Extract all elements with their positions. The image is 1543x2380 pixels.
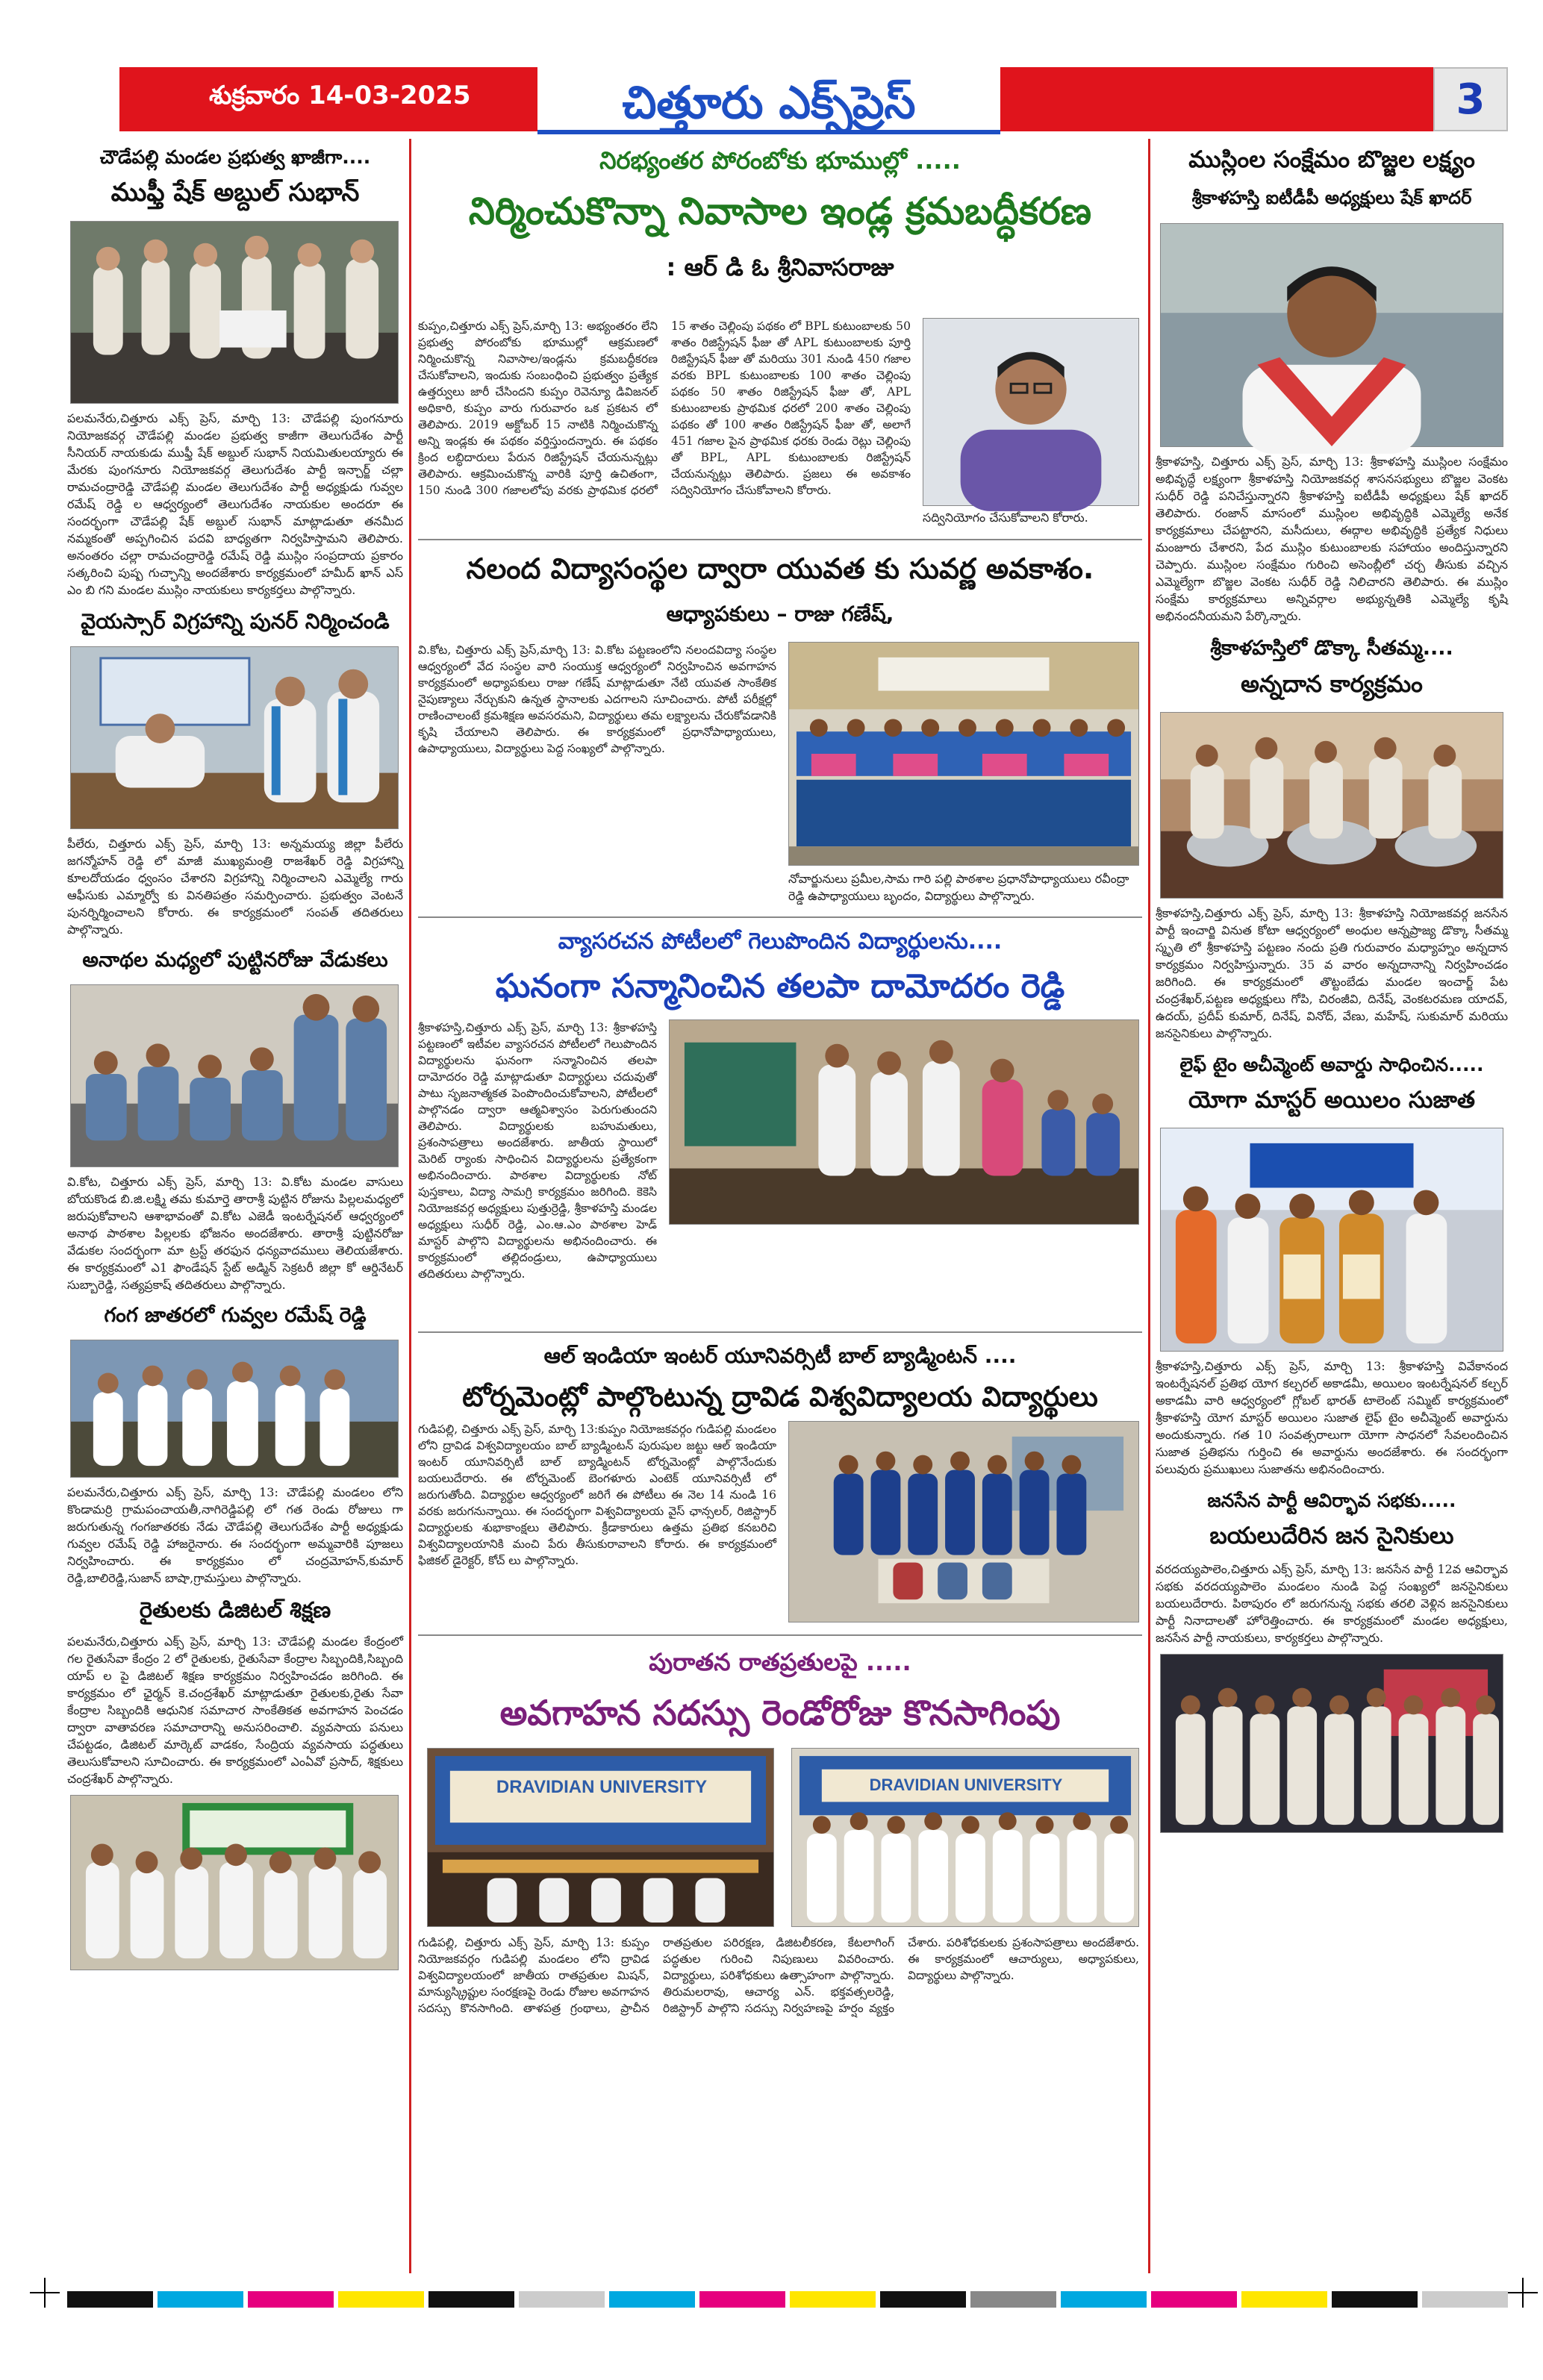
- registration-swatch: [1422, 2291, 1508, 2308]
- story-body: గుడిపల్లి, చిత్తూరు ఎక్స్ ప్రెస్, మార్చి 13:కుప్పం నియోజకవర్గం గుడిపల్లి మండలం లోని ద్రావిడ విశ్వవిద్యాలయం బాల్ బ్యాడ్మింటన్ పురుషుల జట్టు ఆల్ ఇండియా ఇంటర్ యూనివర్సిటీ బాల్ బ్యాడ్మింటన్ టోర్నమెంట్లో పాల్గొనేందుకు బయలుదేరారు. ఈ టోర్నమెంట్ బెంగళూరు ఎంటెక్ యూనివర్సిటీ లో జరుగుతోంది. విద్యార్థుల ఆధ్వర్యంలో జరిగే ఈ పోటీలు ఈ నెల 14 నుండి 16 వరకు జరుగనున్నాయి. ఈ సందర్భంగా విశ్వవిద్యాలయ వైస్ ఛాన్సలర్, రిజిస్ట్రార్ విద్యార్థులకు శుభాకాంక్షలు తెలిపారు. క్రీడాకారులు ఉత్తమ ప్రతిభ కనబరిచి విశ్వవిద్యాలయానికి మంచి పేరు తీసుకురావాలని కోరారు. ఈ కార్యక్రమంలో ఫిజికల్ డైరెక్టర్, కోచ్ లు పాల్గొన్నారు.: [418, 1422, 776, 1567]
- registration-swatch: [790, 2291, 876, 2308]
- story-headline: నలంద విద్యాసంస్థల ద్వారా యువత కు సువర్ణ అవకాశం.: [466, 552, 1094, 585]
- registration-swatch: [67, 2291, 153, 2308]
- photo-rdo-portrait: [923, 318, 1139, 506]
- article-body: శ్రీకాళహస్తి,చిత్తూరు ఎక్స్ ప్రెస్, మార్చి 13: శ్రీకాళహస్తి నియోజకవర్గ జనసేన పార్టీ ఇంచార్జి వినుత కోటా ఆధ్వర్యంలో అంధుల ఆన్నప్రాజ్య డొక్కా సీతమ్మ స్మృతి లో శ్రీకాళహస్తి పట్టణం నందు ప్రతి గురువారం మధ్యాహ్నం అన్నదాన కార్యక్రమం నిర్వహిస్తున్నారు. 35 వ వారం అన్నదానాన్ని నిర్వహించడం జరిగింది. ఈ కార్యక్రమంలో తొట్టంబేడు మండల ఇంచార్జ్ పేట చంద్రశేఖర్,పట్టణ అధ్యక్షులు గోపి, చిరంజీవి, దినేష్, వెంకటరమణ యాదవ్, ఉదయ్, ప్రదీప్ కుమార్, దినేష్, వినోద్, వేణు, మహేష్, సుకుమార్ మరియు జనసైనికులు పాల్గొన్నారు.: [1156, 906, 1508, 1040]
- photo-seminar-participants: [791, 1748, 1139, 1927]
- article-yoga-award: [1156, 1054, 1508, 1478]
- story-land-regularisation: [418, 146, 1142, 534]
- article-subhead: శ్రీకాళహస్తి ఐటీడీపీ అధ్యక్షులు షేక్ ఖాదర్: [1191, 187, 1472, 208]
- article-body: పలమనేరు,చిత్తూరు ఎక్స్ ప్రెస్, మార్చి 13: చౌడేపల్లి మండలం లోని కొండామర్రి గ్రామపంచాయతీ,నాగిరెడ్డిపల్లి లో గత రెండు రోజులు గా జరుగుతున్న గంగజాతరకు నేడు చౌడేపల్లి తెలుగుదేశం పార్టీ అధ్యక్షుడు గువ్వల రమేష్ రెడ్డి హాజరైనారు. ఈ సందర్భంగా అమ్మవారికి పూజలు నిర్వహించారు. ఈ కార్యక్రమం లో చంద్రమోహన్,కుమార్ రెడ్డి,బాలిరెడ్డి,సుజాన్ బాషా,గ్రామస్తులు పాల్గొన్నారు.: [67, 1485, 403, 1585]
- article-headline: బయలుదేరిన జన సైనికులు: [1209, 1522, 1454, 1549]
- story-body-wrap: [418, 1019, 657, 1281]
- registration-crosshair-left: [30, 2278, 60, 2308]
- story-kicker: వ్యాసరచన పోటీలలో గెలుపొందిన విద్యార్థులను....: [558, 928, 1003, 955]
- registration-swatch: [1332, 2291, 1418, 2308]
- story-kicker: ఆల్ ఇండియా ఇంటర్ యూనివర్సిటీ బాల్ బ్యాడ్మింటన్ ....: [543, 1343, 1017, 1368]
- article-body: పీలేరు, చిత్తూరు ఎక్స్ ప్రెస్, మార్చి 13: అన్నమయ్య జిల్లా పీలేరు జగన్మోహన్ రెడ్డి లో మాజీ ముఖ్యమంత్రి రాజశేఖర్ రెడ్డి విగ్రహాన్ని కూలదోయడం ధ్వంసం చేశారని విగ్రహాన్ని నిర్మించాలని ఎమ్మెల్యే గారు ఆఫీసుకు ఎమ్మార్వో కు వినతిపత్రం సమర్పించారు. ప్రభుత్వం వెంటనే పునర్నిర్మించాలని కోరారు. ఈ కార్యక్రమంలో సంపత్ తదితరులు పాల్గొన్నారు.: [67, 837, 403, 937]
- story-body: గుడిపల్లి, చిత్తూరు ఎక్స్ ప్రెస్, మార్చి 13: కుప్పం నియోజకవర్గం గుడిపల్లి మండలం లోని ద్రావిడ విశ్వవిద్యాలయంలో జాతీయ రాతప్రతుల మిషన్, మాన్యుస్క్రిప్టుల సంరక్షణపై రెండు రోజుల అవగాహన సదస్సు కొనసాగింది. తాళపత్ర గ్రంథాలు, ప్రాచీన రాతప్రతుల పరిరక్షణ, డిజిటలీకరణ, కేటలాగింగ్ పద్ధతుల గురించి నిపుణులు వివరించారు. విద్యార్థులు, పరిశోధకులు ఉత్సాహంగా పాల్గొన్నారు. తిరుమలరావు, ఆచార్య ఎన్. భక్తవత్సలరెడ్డి, రిజిస్ట్రార్ పాల్గొని సదస్సు నిర్వహణపై హర్షం వ్యక్తం చేశారు. పరిశోధకులకు ప్రశంసాపత్రాలు అందజేశారు. ఈ కార్యక్రమంలో ఆచార్యులు, అధ్యాపకులు, విద్యార్థులు పాల్గొన్నారు.: [418, 1936, 1139, 2015]
- center-column: [418, 143, 1142, 2120]
- photo-janasena-workers: [1160, 1654, 1503, 1833]
- story-byline: : ఆర్ డి ఓ శ్రీనివాసరాజు: [666, 253, 894, 281]
- story-body-wrap: [418, 642, 776, 907]
- page-number: 3: [1433, 67, 1508, 131]
- story-headline: టోర్నమెంట్లో పాల్గొంటున్న ద్రావిడ విశ్వవిద్యాలయ విద్యార్థులు: [462, 1381, 1098, 1413]
- article-birthday-orphans: [67, 949, 403, 1293]
- story-body-continued-wrap: [418, 1231, 1139, 1327]
- registration-swatch: [1241, 2291, 1327, 2308]
- photo-seminar-stage: [427, 1748, 774, 1927]
- story-body-wrap: [418, 1421, 776, 1628]
- article-body: శ్రీకాళహస్తి,చిత్తూరు ఎక్స్ ప్రెస్, మార్చి 13: శ్రీకాళహస్తి వివేకానంద ఇంటర్నేషనల్ ప్రతిభ యోగ కల్చరల్ అకాడమీ, అయిలం ఇంటర్నేషనల్ కల్చర్ అకాడమీ వారి ఆధ్వర్యంలో గ్లోబల్ భారత్ టాలెంట్ సమ్మిట్ కార్యక్రమంలో శ్రీకాళహస్తి యోగ మాస్టర్ అయిలం సుజాత లైఫ్ టైం అచీవ్మెంట్ అవార్డును అందుకున్నారు. గత 10 సంవత్సరాలుగా యోగా సాధనలో సేవలందించిన సుజాత ప్రతిభను గుర్తించి ఈ అవార్డును అందజేశారు. ఈ సందర్భంగా పలువురు ప్రముఖులు సుజాతను అభినందించారు.: [1156, 1359, 1508, 1476]
- story-body-wrap: [418, 318, 911, 534]
- article-body: వరదయ్యపాలెం,చిత్తూరు ఎక్స్ ప్రెస్, మార్చి 13: జనసేన పార్టీ 12వ ఆవిర్భావ సభకు వరదయ్యపాలెం మండలం నుండి పెద్ద సంఖ్యలో జనసైనికులు బయలుదేరారు. పిఠాపురం లో జరుగనున్న సభకు తరలి వెళ్లిన జనసైనికులు పార్టీ నినాదాలతో హోరెత్తించారు. ఈ కార్యక్రమంలో మండల అధ్యక్షులు, జనసేన పార్టీ నాయకులు, కార్యకర్తలు పాల్గొన్నారు.: [1156, 1562, 1508, 1645]
- story-kicker: పురాతన రాతప్రతులపై .....: [649, 1648, 911, 1676]
- right-column: [1156, 143, 1508, 1833]
- registration-swatch: [519, 2291, 605, 2308]
- story-byline: ఆధ్యాపకులు – రాజు గణేష్,: [666, 602, 894, 626]
- story-body-wrap: [418, 1934, 1139, 2117]
- photo-students-school: [788, 642, 1139, 866]
- article-kicker: శ్రీకాళహస్తిలో డొక్కా సీతమ్మ....: [1210, 637, 1453, 660]
- article-muslim-welfare: [1156, 146, 1508, 625]
- photo-food-serving: [1160, 712, 1503, 899]
- article-kicker: లైఫ్ టైం అచీవ్మెంట్ అవార్డు సాధించిన.....: [1179, 1054, 1484, 1075]
- registration-swatch: [609, 2291, 695, 2308]
- color-registration-bar: [67, 2291, 1508, 2308]
- story-ball-badminton: [418, 1331, 1142, 1630]
- issue-date: శుక్రవారం 14-03-2025: [209, 81, 471, 110]
- article-kicker: జనసేన పార్టీ ఆవిర్భావ సభకు.....: [1207, 1490, 1456, 1511]
- registration-swatch: [970, 2291, 1056, 2308]
- article-kicker: చౌడేపల్లి మండల ప్రభుత్వ ఖాజీగా....: [99, 146, 371, 168]
- banner-text: DRAVIDIAN UNIVERSITY: [869, 1775, 1063, 1794]
- story-body: కుప్పం,చిత్తూరు ఎక్స్ ప్రెస్,మార్చి 13: అభ్యంతరం లేని ప్రభుత్వ పోరంబోకు భూముల్లో ఆక్రమణలో నిర్మించుకొన్న నివాసాల/ఇండ్లను క్రమబద్ధీకరణ చేసుకోవాలని, ఇందుకు సంబంధించి ప్రభుత్వం ప్రత్యేక ఉత్తర్వులు జారీ చేసిందని కుప్పం రెవెన్యూ డివిజనల్ అధికారి, కుప్పం వారు గురువారం ఒక ప్రకటన లో తెలిపారు. 2019 అక్టోబర్ 15 నాటికి నిర్మించుకొన్న అన్ని ఇండ్లకు ఈ పథకం వర్తిస్తుందన్నారు. ఈ పథకం క్రింద లబ్ధిదారులు పేరున రిజిస్ట్రేషన్ చేయనున్నట్లు తెలిపారు. ఆక్రమించుకొన్న వారికి పూర్తి ఉచితంగా, 150 నుండి 300 గజాలలోపు వరకు ప్రాథమిక ధరలో 15 శాతం చెల్లింపు పథకం లో BPL కుటుంబాలకు 50 శాతం రిజిస్ట్రేషన్ ఫీజు తో APL కుటుంబాలకు పూర్తి రిజిస్ట్రేషన్ ఫీజు తో మరియు 301 నుండి 450 గజాల వరకు BPL కుటుంబాలకు 100 శాతం చెల్లింపు పథకం 50 శాతం రిజిస్ట్రేషన్ ఫీజు తో, APL కుటుంబాలకు ప్రాథమిక ధరలో 200 శాతం చెల్లింపు పథకం తో 100 శాతం రిజిస్ట్రేషన్ ఫీజు తో, అలాగే 451 గజాల పైన ప్రాథమిక ధరకు రెండు రెట్లు చెల్లింపు తో BPL, APL కుటుంబాలకు రిజిస్ట్రేషన్ చేయనున్నట్లు తెలిపారు. ప్రజలు ఈ అవకాశం సద్వినియోగం చేసుకోవాలని కోరారు.: [418, 319, 911, 497]
- story-kicker: నిరభ్యంతర పోరంబోకు భూముల్లో .....: [599, 146, 961, 175]
- registration-swatch: [158, 2291, 243, 2308]
- column-rule-left: [409, 139, 411, 2273]
- story-headline: ఘనంగా సన్మానించిన తలపా దామోదరం రెడ్డి: [495, 967, 1065, 1005]
- story-nalanda: [418, 539, 1142, 912]
- article-ganga-jatara: [67, 1304, 403, 1587]
- article-mufti-appointment: [67, 146, 403, 599]
- registration-swatch: [338, 2291, 424, 2308]
- article-headline: రైతులకు డిజిటల్ శిక్షణ: [139, 1597, 331, 1622]
- article-body: శ్రీకాళహస్తి, చిత్తూరు ఎక్స్ ప్రెస్, మార్చి 13: శ్రీకాళహస్తి ముస్లింల సంక్షేమం అభివృద్ధే లక్ష్యంగా శ్రీకాళహస్తి నియోజకవర్గ శాసనసభ్యులు బొజ్జల వెంకట సుధీర్ రెడ్డి పనిచేస్తున్నారని శ్రీకాళహస్తి ఐటీడీపీ అధ్యక్షులు షేక్ ఖాదర్ తెలిపారు. రంజాన్ మాసంలో ముస్లింల అభివృద్ధికి ఎమ్మెల్యే అనేక కార్యక్రమాలు చేపట్టారని, మసీదులు, ఈద్గాల అభివృద్ధికి ప్రత్యేక నిధులు మంజూరు చేశారని, పేద ముస్లిం కుటుంబాలకు సహాయం అందిస్తున్నారని చెప్పారు. ముస్లింల సంక్షేమం గురించి అసెంబ్లీలో చర్చ తీసుకు వచ్చిన ఎమ్మెల్యేగా బొజ్జల వెంకట సుధీర్ రెడ్డి నిలిచారని తెలిపారు. ఈ ముస్లిం సంక్షేమ కార్యక్రమాలు అన్నివర్గాల అభ్యున్నతికి ఎమ్మెల్యే కృషి అభినందనీయమని పేర్కొన్నారు.: [1156, 455, 1508, 623]
- article-headline: వైయస్సార్ విగ్రహాన్ని పునర్ నిర్మించండి: [81, 609, 390, 634]
- article-headline: ముస్లింల సంక్షేమం బొజ్జల లక్ష్యం: [1188, 146, 1475, 173]
- registration-swatch: [880, 2291, 966, 2308]
- masthead-red-band-right: [1000, 67, 1433, 131]
- article-headline: ముఫ్తీ షేక్ అబ్దుల్ సుభాన్: [110, 178, 360, 207]
- photo-badminton-team: [788, 1421, 1139, 1622]
- article-annadanam: [1156, 637, 1508, 1042]
- registration-crosshair-right: [1508, 2278, 1538, 2308]
- story-tail: సద్వినియోగం చేసుకోవాలని కోరారు.: [923, 510, 1088, 525]
- left-column: [67, 143, 403, 1970]
- article-body: పలమనేరు,చిత్తూరు ఎక్స్ ప్రెస్, మార్చి 13: చౌడేపల్లి పుంగనూరు నియోజకవర్గ చౌడేపల్లి మండల ప్రభుత్వ కాజీగా తెలుగుదేశం పార్టీ సీనియర్ నాయకుడు ముఫ్తీ షేక్ అబ్దుల్ సుభాన్ నియమితులయ్యారు ఈ మేరకు పుంగనూరు నియోజకవర్గ తెలుగుదేశం పార్టీ ఇన్చార్జ్ చల్లా రామచంద్రారెడ్డి చౌడేపల్లి మండల తెలుగుదేశం పార్టీ అధ్యక్షుడు గువ్వల రమేష్ రెడ్డి ల ఆధ్వర్యంలో తెలుగుదేశం నాయకుల అందరూ ఈ సందర్భంగా చౌడేపల్లి షేక్ అబ్దుల్ సుభాన్ మాట్లాడుతూ తనమీద నమ్మకంతో అప్పగించిన పదవి బాధ్యతగా నిర్వహిస్తామని తెలిపారు. అనంతరం చల్లా రామచంద్రారెడ్డి రమేష్ రెడ్డి ముస్లిం సంప్రదాయ ప్రకారం సత్కరించి పుష్ప గుచ్ఛాన్ని అందజేశారు కార్యక్రమంలో హమీద్ ఖాన్ ఎస్ ఎం బి గని మండల ముస్లిం నాయకులు కార్యకర్తలు పాల్గొన్నారు.: [67, 411, 403, 597]
- story-body: శ్రీకాళహస్తి,చిత్తూరు ఎక్స్ ప్రెస్, మార్చి 13: శ్రీకాళహస్తి పట్టణంలో ఇటీవల వ్యాసరచన పోటీలలో గెలుపొందిన విద్యార్థులను ఘనంగా సన్మానించిన తలపా దామోదరం రెడ్డి మాట్లాడుతూ విద్యార్థులు చదువుతో పాటు సృజనాత్మకత పెంపొందించుకోవాలని, పోటీలలో పాల్గొనడం ద్వారా ఆత్మవిశ్వాసం పెరుగుతుందని తెలిపారు. విద్యార్థులకు బహుమతులు, ప్రశంసాపత్రాలు అందజేశారు. జాతీయ స్థాయిలో మెరిట్ ర్యాంకు సాధించిన విద్యార్థులను ప్రత్యేకంగా అభినందించారు. పాఠశాల విద్యార్థులకు నోట్ పుస్తకాలు, విద్యా సామగ్రి కార్యక్రమం జరిగింది. కెకెసి నియోజకవర్గ అధ్యక్షులు పుత్తుర్రెడ్డి, శ్రీకాళహస్తి మండల అధ్యక్షులు సుధీర్ రెడ్డి, ఎం.ఆ.ఎం పాఠశాల హెడ్ మాస్టర్ పాల్గొని విద్యార్థులను అభినందించారు. ఈ కార్యక్రమంలో తల్లిదండ్రులు, ఉపాధ్యాయులు తదితరులు పాల్గొన్నారు.: [418, 1021, 657, 1281]
- story-manuscripts: [418, 1634, 1142, 2120]
- article-janasena-sabha: [1156, 1490, 1508, 1833]
- story-body: వి.కోట, చిత్తూరు ఎక్స్ ప్రెస్,మార్చి 13: వి.కోట పట్టణంలోని నలందవిద్యా సంస్థల ఆధ్వర్యంలో వేద సంస్థల వారి సంయుక్త ఆధ్వర్యంలో నిర్వహించిన అవగాహన కార్యక్రమంలో అధ్యాపకులు రాజు గణేష్ మాట్లాడుతూ నేటి యువత సాంకేతిక నైపుణ్యాలు నేర్చుకుని ఉన్నత స్థానాలకు ఎదగాలని సూచించారు. పోటీ పరీక్షల్లో రాణించాలంటే క్రమశిక్షణ అవసరమని, విద్యార్థులు తమ లక్ష్యాలను చేరుకోవడానికి కృషి చేయాలని తెలిపారు. ఈ కార్యక్రమంలో ప్రధానోపాధ్యాయులు, ఉపాధ్యాయులు, విద్యార్థులు పెద్ద సంఖ్యలో పాల్గొన్నారు.: [418, 643, 776, 755]
- photo-felicitation-classroom: [669, 1019, 1139, 1225]
- article-headline: అన్నదాన కార్యక్రమం: [1241, 671, 1423, 698]
- story-essay-felicitation: [418, 916, 1142, 1327]
- photo-yoga-award: [1160, 1128, 1503, 1352]
- registration-swatch: [1061, 2291, 1147, 2308]
- article-headline: అనాథల మధ్యలో పుట్టినరోజు వేడుకలు: [82, 949, 388, 972]
- article-body: పలమనేరు,చిత్తూరు ఎక్స్ ప్రెస్, మార్చి 13: చౌడేపల్లి మండల కేంద్రంలో గల రైతుసేవా కేంద్రం 2 లో రైతులకు, రైతుసేవా కేంద్రాల సిబ్బందికి,సిబ్బంది యాప్ ల పై డిజిటల్ శిక్షణ కార్యక్రమం నిర్వహించడం జరిగింది. ఈ కార్యక్రమం లో ఛైర్మన్ కె.చంద్రశేఖర్ మాట్లాడుతూ రైతులకు,రైతు సేవా కేంద్రాల సిబ్బందికి ఆధునిక సమాచార సాంకేతికత అవగాహన పెంచడం ద్వారా వాతావరణ సమాచారాన్ని అనుసరించాలి. వ్యవసాయ పనులు చేపట్టడం, డిజిటల్ మార్కెట్ వాడకం, సేంద్రియ వ్యవసాయ పద్ధతులు తెలుసుకోవాలని సూచించారు. ఈ కార్యక్రమంలో ఎంఏవో ప్రసాద్, శిక్షకులు చంద్రశేఖర్ పాల్గొన్నారు.: [67, 1634, 403, 1786]
- article-headline: గంగ జాతరలో గువ్వల రమేష్ రెడ్డి: [104, 1304, 367, 1327]
- photo-caption: నోవార్జునులు ప్రమీల,సామ గారి పల్లి పాఠశాల ప్రధానోపాధ్యాయులు రవీంద్రా రెడ్డి ఉపాధ్యాయులు బృందం, విద్యార్థులు పాల్గొన్నారు.: [788, 872, 1129, 903]
- photo-petition: [70, 646, 399, 829]
- photo-khader-portrait: [1160, 223, 1503, 447]
- story-headline: నిర్మించుకొన్నా నివాసాల ఇండ్ల క్రమబద్ధీకరణ: [468, 190, 1092, 233]
- registration-swatch: [428, 2291, 514, 2308]
- photo-mufti-group: [70, 221, 399, 404]
- article-headline: యోగా మాస్టర్ అయిలం సుజాత: [1188, 1087, 1476, 1114]
- story-headline: అవగాహన సదస్సు రెండోరోజు కొనసాగింపు: [499, 1693, 1061, 1733]
- column-rule-right: [1148, 139, 1150, 2273]
- registration-swatch: [248, 2291, 334, 2308]
- article-ysr-statue: [67, 609, 403, 938]
- photo-jatara: [70, 1340, 399, 1478]
- photo-children-birthday: [70, 984, 399, 1167]
- photo-farmers-training: [70, 1795, 399, 1970]
- article-body: వి.కోట, చిత్తూరు ఎక్స్ ప్రెస్, మార్చి 13: వి.కోట మండల వాసులు బోయకొండ బి.జి.లక్ష్మి తమ కుమార్తె తారాశ్రీ పుట్టిన రోజును పిల్లలమధ్యలో జరుపుకోవాలని ఆశాభావంతో వి.కోట ఎజెడీ ఇంటర్నేషనల్ ఆధ్వర్యంలో అనాథ పాఠశాల పిల్లలకు భోజనం అందజేశారు. తారాశ్రీ పుట్టినరోజు వేడుకల సందర్భంగా మా ట్రస్ట్ తరఫున ధన్యవాదములు తెలియజేశారు. ఈ కార్యక్రమంలో ఎ1 ఫౌండేషన్ స్టేట్ అడ్మిన్ సెక్రటరీ జిల్లా కో ఆర్డినేటర్ సుబ్బారెడ్డి, సత్యప్రకాష్ తదితరులు పాల్గొన్నారు.: [67, 1175, 403, 1292]
- registration-swatch: [699, 2291, 785, 2308]
- masthead-red-band-left: [119, 67, 537, 131]
- article-digital-training: [67, 1597, 403, 1970]
- newspaper-logo: చిత్తూరు ఎక్స్‌ప్రెస్: [537, 72, 1000, 134]
- registration-swatch: [1151, 2291, 1237, 2308]
- masthead: [67, 67, 1508, 142]
- banner-text: DRAVIDIAN UNIVERSITY: [496, 1777, 708, 1797]
